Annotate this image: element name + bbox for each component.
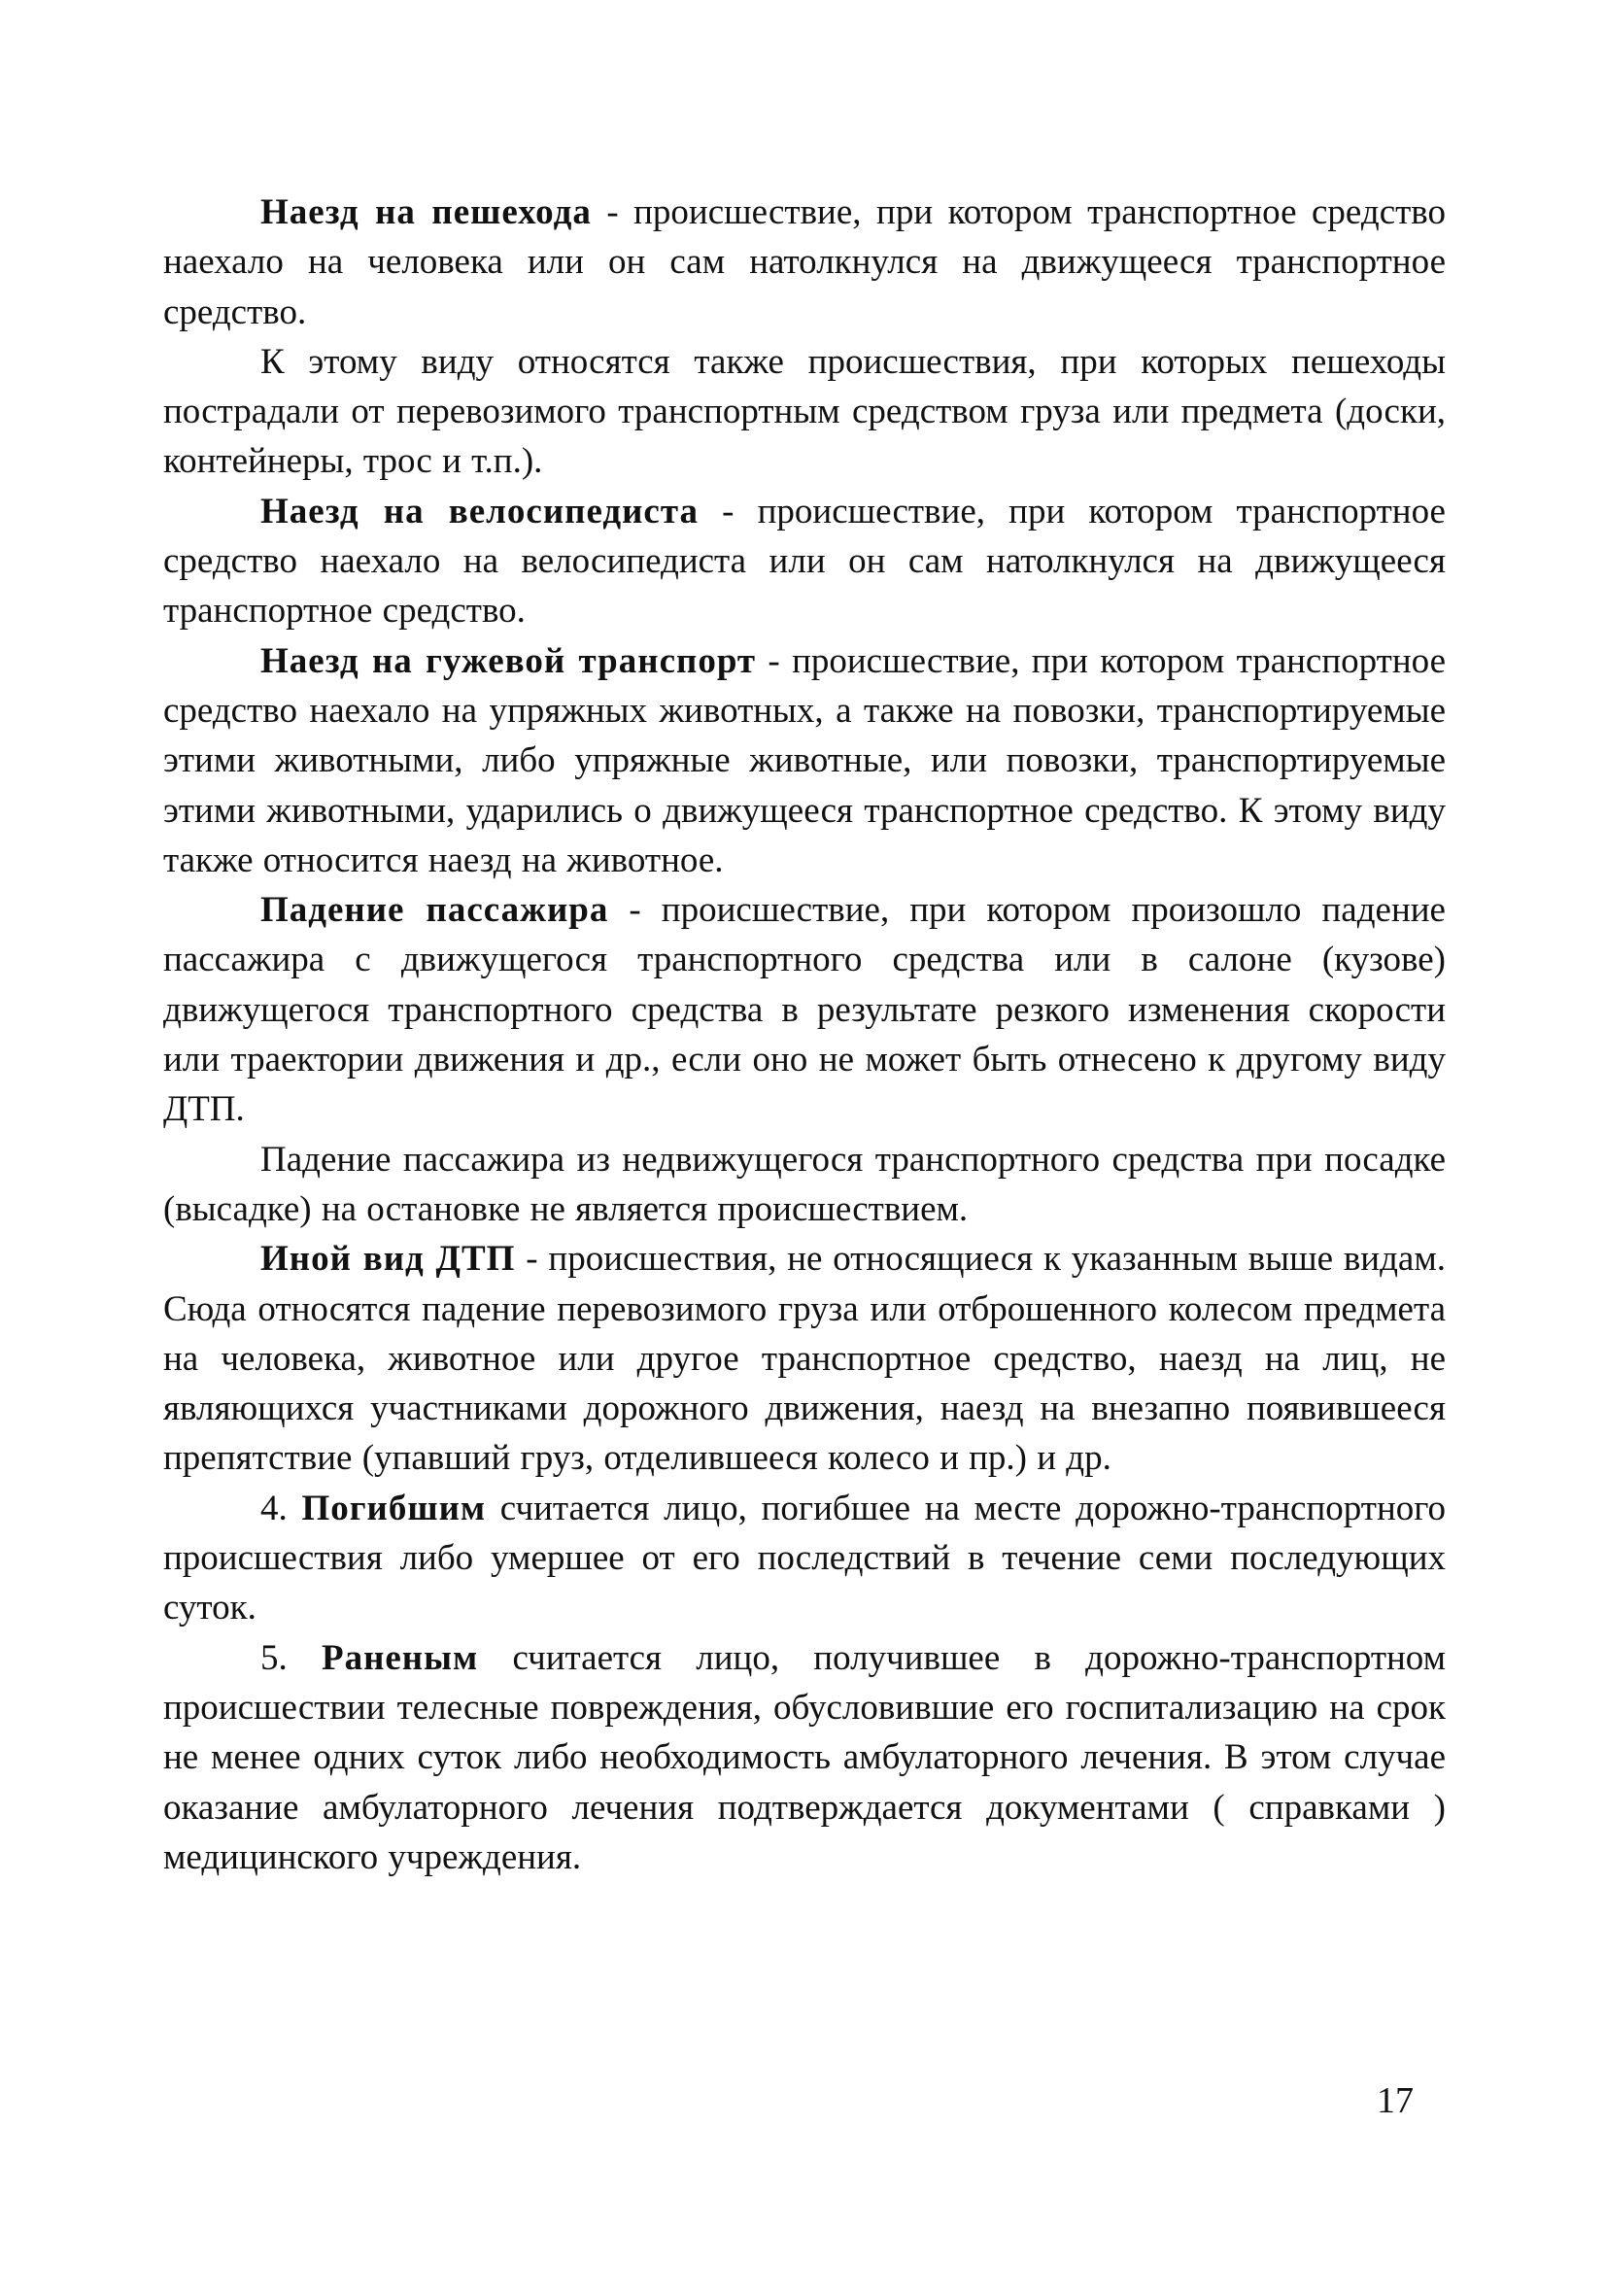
number-killed: 4. bbox=[260, 1488, 302, 1528]
paragraph-passenger-fall-note bbox=[163, 1135, 1446, 1235]
paragraph-cyclist-collision bbox=[163, 487, 1446, 636]
definition-other-accident: - происшествия, не относящиеся к указанным выше видам. Сюда относятся падение перевозимого груза или отброшенного колесом предмета на человека, животное или другое транспортное средство, наезд на лиц, не являющихся участниками дорожного движения, наезд на внезапно появившееся препятствие (упавший груз, отделившееся колесо и пр.) и др. bbox=[163, 1239, 1447, 1479]
term-injured: Раненым bbox=[321, 1637, 479, 1678]
text-passenger-fall-note: Падение пассажира из недвижущегося транспортного средства при посадке (высадке) на остановке не является происшествием. bbox=[163, 1139, 1446, 1229]
definition-pedestrian-collision: - происшествие, при котором транспортное средство наехало на человека или он сам натолкнулся на движущееся транспортное средство. bbox=[163, 192, 1447, 332]
text-pedestrian-cargo-note: К этому виду относятся также происшествия, при которых пешеходы пострадали от перевозимого транспортным средством груза или предмета (доски, контейнеры, трос и т.п.). bbox=[163, 341, 1446, 482]
paragraph-pedestrian-cargo-note bbox=[163, 337, 1446, 487]
paragraph-killed bbox=[163, 1484, 1446, 1633]
term-killed: Погибшим bbox=[301, 1488, 487, 1528]
term-pedestrian-collision: Наезд на пешехода bbox=[260, 192, 592, 232]
paragraph-other-accident bbox=[163, 1234, 1446, 1483]
paragraph-pedestrian-collision bbox=[163, 188, 1446, 337]
page-number: 17 bbox=[1377, 2080, 1414, 2121]
term-cyclist-collision: Наезд на велосипедиста bbox=[260, 491, 699, 531]
term-horse-drawn-collision: Наезд на гужевой транспорт bbox=[260, 640, 757, 681]
paragraph-passenger-fall bbox=[163, 885, 1446, 1134]
definition-injured: считается лицо, получившее в дорожно-транспортном происшествии телесные повреждения, обусловившие его госпитализацию на срок не менее одних суток либо необходимость амбулаторного лечения. В этом случае оказание амбулаторного лечения подтверждается документами ( справками ) медицинского учреждения. bbox=[163, 1637, 1447, 1877]
term-other-accident: Иной вид ДТП bbox=[260, 1239, 516, 1280]
document-body bbox=[163, 188, 1446, 1882]
term-passenger-fall: Падение пассажира bbox=[260, 890, 609, 931]
definition-killed: считается лицо, погибшее на месте дорожно-транспортного происшествия либо умершее от его последствий в течение семи последующих суток. bbox=[163, 1488, 1446, 1628]
definition-passenger-fall: - происшествие, при котором произошло падение пассажира с движущегося транспортного средства или в салоне (кузове) движущегося транспортного средства в результате резкого изменения скорости или траектории движения и др., если оно не может быть отнесено к другому виду ДТП. bbox=[163, 890, 1446, 1130]
definition-cyclist-collision: - происшествие, при котором транспортное средство наехало на велосипедиста или он сам натолкнулся на движущееся транспортное средство. bbox=[163, 491, 1446, 632]
paragraph-horse-drawn-collision bbox=[163, 636, 1446, 885]
definition-horse-drawn-collision: - происшествие, при котором транспортное средство наехало на упряжных животных, а также на повозки, транспортируемые этими животными, либо упряжные животные, или повозки, транспортируемые этими животными, ударились о движущееся транспортное средство. К этому виду также относится наезд на животное. bbox=[163, 640, 1446, 880]
number-injured: 5. bbox=[260, 1637, 322, 1678]
paragraph-injured bbox=[163, 1633, 1446, 1882]
